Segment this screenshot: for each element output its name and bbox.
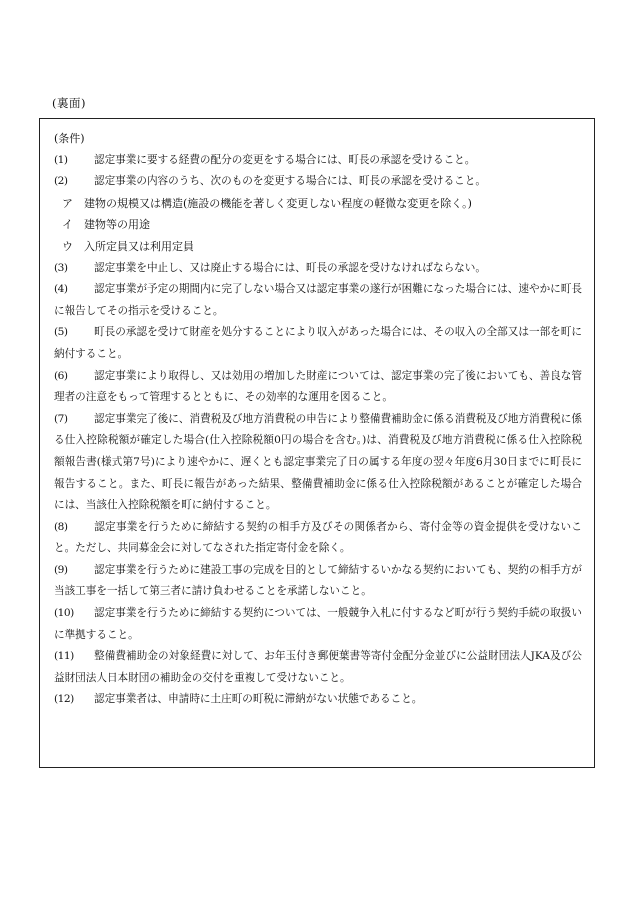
condition-number: (9) [54, 563, 68, 576]
condition-text: 町長の承認を受けて財産を処分することにより収入があった場合には、その収入の全部又は一部を町に納付すること。 [54, 326, 582, 360]
condition-number: (5) [54, 326, 68, 339]
condition-number: (8) [54, 520, 68, 533]
condition-number: (12) [54, 693, 74, 706]
condition-number: (10) [54, 607, 74, 620]
condition-number: (7) [54, 412, 68, 425]
sub-item-text: 入所定員又は利用定員 [84, 239, 194, 253]
condition-text: 認定事業により取得し、又は効用の増加した財産については、認定事業の完了後においても、善良な管理者の注意をもって管理するとともに、その効率的な運用を図ること。 [54, 369, 582, 404]
condition-text: 認定事業に要する経費の配分の変更をする場合には、町長の承認を受けること。 [94, 153, 476, 166]
condition-item-1 [54, 150, 582, 172]
condition-text: 認定事業の内容のうち、次のものを変更する場合には、町長の承認を受けること。 [94, 175, 486, 188]
condition-number: (4) [54, 283, 68, 296]
conditions-box [39, 118, 595, 768]
condition-text: 整備費補助金の対象経費に対して、お年玉付き郵便葉書等寄付金配分金並びに公益財団法人JKA及び公益財団法人日本財団の補助金の交付を重複して受けないこと。 [54, 650, 582, 684]
condition-text: 認定事業を中止し、又は廃止する場合には、町長の承認を受けなければならない。 [94, 261, 486, 274]
condition-item-12 [54, 689, 582, 711]
condition-number: (1) [54, 153, 68, 166]
sub-item-marker: イ [62, 218, 73, 232]
condition-item-10 [54, 603, 582, 646]
page-title: (裏面) [52, 96, 86, 110]
condition-item-8 [54, 517, 582, 560]
condition-number: (2) [54, 175, 68, 188]
sub-item-a [54, 193, 582, 215]
condition-text: 認定事業が予定の期間内に完了しない場合又は認定事業の遂行が困難になった場合には、速やかに町長に報告してその指示を受けること。 [54, 283, 582, 317]
sub-item-i [54, 214, 582, 236]
condition-text: 認定事業完了後に、消費税及び地方消費税の申告により整備費補助金に係る消費税及び地方消費税に係る仕入控除税額が確定した場合(仕入控除税額0円の場合を含む。)は、消費税及び地方消費税に係る仕入控除税額報告書(様式第7号)により速やかに、遅くとも認定事業完了日の属する年度の翌々年度6月30日までに町長に報告すること。また、町長に報告があった結果、整備費補助金に係る仕入控除税額があることが確定した場合には、当該仕入控除税額を町に納付すること。 [54, 412, 582, 512]
condition-number: (6) [54, 369, 68, 382]
condition-item-4 [54, 279, 582, 322]
condition-number: (11) [54, 650, 74, 663]
conditions-heading: (条件) [54, 132, 85, 145]
sub-item-text: 建物の規模又は構造(施設の機能を著しく変更しない程度の軽微な変更を除く。) [84, 196, 472, 210]
condition-item-3 [54, 258, 582, 280]
condition-text: 認定事業を行うために締結する契約については、一般競争入札に付するなど町が行う契約手続の取扱いに準拠すること。 [54, 607, 582, 641]
condition-item-11 [54, 646, 582, 689]
sub-item-marker: ウ [62, 239, 73, 253]
condition-text: 認定事業を行うために締結する契約の相手方及びその関係者から、寄付金等の資金提供を受けないこと。ただし、共同募金会に対してなされた指定寄付金を除く。 [54, 520, 582, 555]
condition-number: (3) [54, 261, 68, 274]
condition-text: 認定事業を行うために建設工事の完成を目的として締結するいかなる契約においても、契約の相手方が当該工事を一括して第三者に請け負わせることを承諾しないこと。 [54, 563, 582, 598]
sub-item-u [54, 236, 582, 258]
condition-item-6 [54, 366, 582, 409]
sub-item-text: 建物等の用途 [84, 218, 150, 232]
condition-item-9 [54, 560, 582, 603]
condition-text: 認定事業者は、申請時に土庄町の町税に滞納がない状態であること。 [94, 693, 423, 706]
condition-item-2 [54, 171, 582, 193]
condition-item-7 [54, 409, 582, 517]
condition-item-5 [54, 322, 582, 365]
sub-item-marker: ア [62, 196, 73, 210]
